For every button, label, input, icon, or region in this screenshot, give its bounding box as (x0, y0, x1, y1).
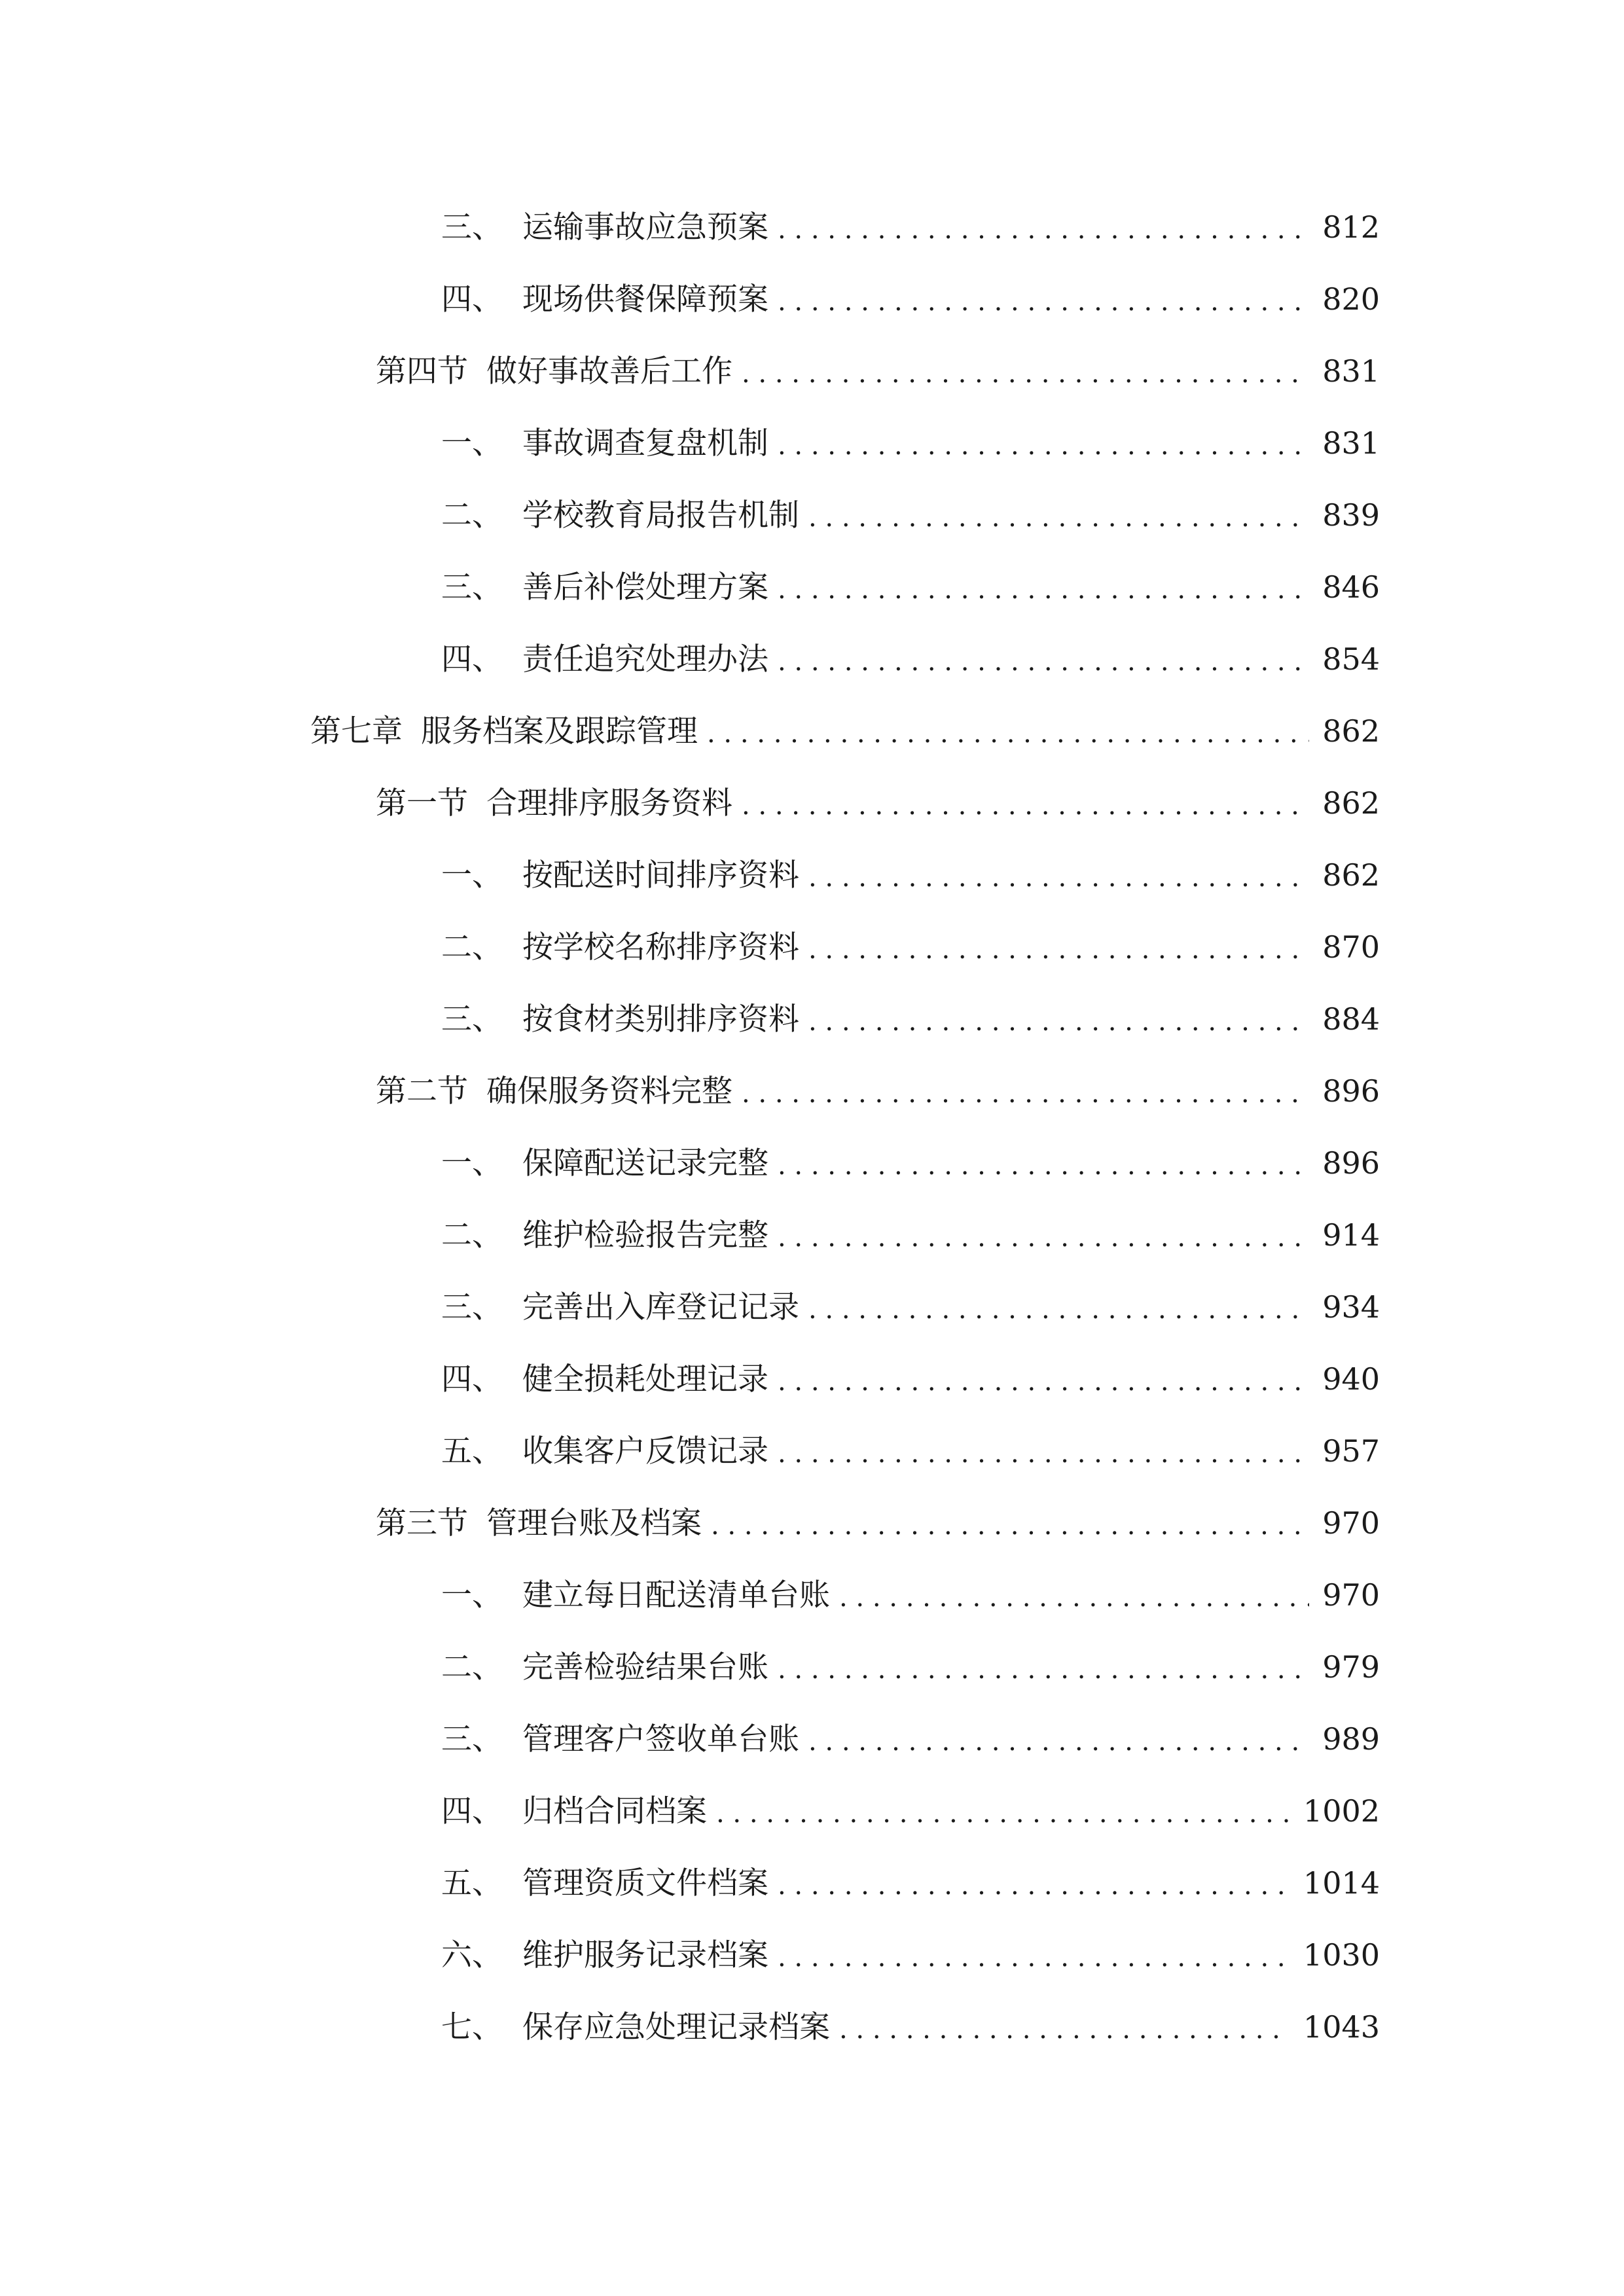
toc-entry-number: 四、 (441, 1361, 503, 1397)
toc-entry-title: 确保服务资料完整 (486, 1073, 732, 1109)
toc-entry-page: 989 (1322, 1721, 1380, 1757)
toc-entry[interactable] (0, 407, 1624, 479)
toc-entry[interactable] (0, 1199, 1624, 1271)
toc-entry[interactable] (0, 1343, 1624, 1415)
toc-dot-leader (778, 1153, 1309, 1179)
toc-dot-leader (808, 1729, 1309, 1755)
table-of-contents (0, 191, 1624, 2063)
toc-entry-page: 862 (1322, 857, 1380, 893)
toc-entry-title: 现场供餐保障预案 (522, 281, 768, 317)
toc-dot-leader (778, 1945, 1290, 1971)
toc-entry-page: 896 (1322, 1073, 1380, 1109)
toc-entry-page: 862 (1322, 785, 1380, 821)
toc-entry-page: 970 (1322, 1577, 1380, 1613)
toc-dot-leader (707, 721, 1309, 747)
toc-entry-title: 保障配送记录完整 (522, 1145, 768, 1181)
toc-entry-page: 914 (1322, 1217, 1380, 1253)
toc-entry[interactable] (0, 1919, 1624, 1991)
toc-entry-title: 按食材类别排序资料 (522, 1001, 799, 1037)
toc-dot-leader (808, 1009, 1309, 1035)
toc-entry-number: 六、 (441, 1937, 503, 1973)
toc-dot-leader (742, 361, 1309, 387)
toc-entry[interactable] (0, 191, 1624, 263)
toc-entry[interactable] (0, 767, 1624, 839)
toc-entry-number: 三、 (441, 1289, 503, 1325)
toc-entry[interactable] (0, 335, 1624, 407)
toc-entry-number: 二、 (441, 1217, 503, 1253)
toc-entry-page: 846 (1322, 569, 1380, 605)
toc-entry[interactable] (0, 1775, 1624, 1847)
toc-dot-leader (778, 649, 1309, 675)
toc-entry[interactable] (0, 1559, 1624, 1631)
toc-entry[interactable] (0, 1271, 1624, 1343)
toc-dot-leader (778, 1369, 1309, 1395)
toc-entry-title: 运输事故应急预案 (522, 209, 768, 245)
toc-dot-leader (839, 1585, 1309, 1611)
toc-entry-number: 四、 (441, 281, 503, 317)
toc-entry[interactable] (0, 1415, 1624, 1487)
toc-entry-page: 940 (1322, 1361, 1380, 1397)
toc-entry-page: 862 (1322, 713, 1380, 749)
toc-entry[interactable] (0, 1487, 1624, 1559)
toc-entry-page: 1014 (1303, 1865, 1380, 1901)
toc-entry[interactable] (0, 1127, 1624, 1199)
toc-entry-number: 一、 (441, 1145, 503, 1181)
toc-entry[interactable] (0, 479, 1624, 551)
toc-dot-leader (716, 1801, 1290, 1827)
toc-entry-page: 870 (1322, 929, 1380, 965)
toc-entry-title: 保存应急处理记录档案 (522, 2009, 830, 2045)
toc-dot-leader (808, 1297, 1309, 1323)
toc-entry-number: 三、 (441, 1721, 503, 1757)
toc-entry-number: 第四节 (376, 353, 468, 389)
toc-dot-leader (778, 1873, 1290, 1899)
toc-dot-leader (839, 2017, 1290, 2043)
toc-entry-page: 957 (1322, 1433, 1380, 1469)
toc-entry-number: 三、 (441, 1001, 503, 1037)
toc-dot-leader (778, 289, 1309, 315)
toc-entry-page: 896 (1322, 1145, 1380, 1181)
toc-entry-title: 完善检验结果台账 (522, 1649, 768, 1685)
toc-dot-leader (778, 1225, 1309, 1251)
toc-entry-number: 一、 (441, 1577, 503, 1613)
toc-entry-number: 三、 (441, 209, 503, 245)
toc-entry-page: 831 (1322, 353, 1380, 389)
toc-entry-number: 第二节 (376, 1073, 468, 1109)
toc-dot-leader (778, 217, 1309, 243)
toc-entry[interactable] (0, 695, 1624, 767)
toc-entry-title: 学校教育局报告机制 (522, 497, 799, 533)
toc-entry-number: 一、 (441, 857, 503, 893)
toc-entry[interactable] (0, 623, 1624, 695)
toc-entry-number: 四、 (441, 641, 503, 677)
toc-entry-number: 第一节 (376, 785, 468, 821)
toc-dot-leader (778, 1657, 1309, 1683)
toc-entry[interactable] (0, 1631, 1624, 1703)
toc-entry-title: 服务档案及跟踪管理 (421, 713, 698, 749)
toc-dot-leader (778, 433, 1309, 459)
toc-entry-page: 812 (1322, 209, 1380, 245)
toc-entry-number: 二、 (441, 929, 503, 965)
toc-entry-title: 做好事故善后工作 (486, 353, 732, 389)
toc-entry-page: 854 (1322, 641, 1380, 677)
toc-entry-number: 第七章 (310, 713, 403, 749)
toc-entry[interactable] (0, 551, 1624, 623)
toc-dot-leader (808, 937, 1309, 963)
toc-entry-page: 934 (1322, 1289, 1380, 1325)
toc-entry[interactable] (0, 263, 1624, 335)
toc-entry-title: 按学校名称排序资料 (522, 929, 799, 965)
toc-entry-title: 完善出入库登记记录 (522, 1289, 799, 1325)
toc-entry[interactable] (0, 1847, 1624, 1919)
toc-entry[interactable] (0, 1991, 1624, 2063)
toc-entry[interactable] (0, 1703, 1624, 1775)
toc-dot-leader (778, 577, 1309, 603)
toc-dot-leader (742, 793, 1309, 819)
toc-entry[interactable] (0, 839, 1624, 911)
toc-entry-title: 事故调查复盘机制 (522, 425, 768, 461)
toc-entry-title: 归档合同档案 (522, 1793, 707, 1829)
toc-entry-title: 建立每日配送清单台账 (522, 1577, 830, 1613)
toc-entry-number: 五、 (441, 1433, 503, 1469)
toc-entry[interactable] (0, 911, 1624, 983)
toc-dot-leader (808, 505, 1309, 531)
toc-entry-number: 四、 (441, 1793, 503, 1829)
toc-entry-page: 979 (1322, 1649, 1380, 1685)
toc-entry-title: 健全损耗处理记录 (522, 1361, 768, 1397)
toc-entry-number: 二、 (441, 1649, 503, 1685)
toc-entry-page: 1030 (1303, 1937, 1380, 1973)
toc-entry-number: 第三节 (376, 1505, 468, 1541)
toc-entry-number: 七、 (441, 2009, 503, 2045)
toc-entry-number: 一、 (441, 425, 503, 461)
toc-dot-leader (711, 1513, 1309, 1539)
toc-entry-title: 维护检验报告完整 (522, 1217, 768, 1253)
toc-entry-page: 831 (1322, 425, 1380, 461)
toc-entry-title: 收集客户反馈记录 (522, 1433, 768, 1469)
toc-entry-page: 839 (1322, 497, 1380, 533)
toc-entry-page: 1043 (1303, 2009, 1380, 2045)
toc-entry-title: 管理台账及档案 (486, 1505, 702, 1541)
toc-entry-number: 二、 (441, 497, 503, 533)
toc-entry-title: 善后补偿处理方案 (522, 569, 768, 605)
toc-entry[interactable] (0, 983, 1624, 1055)
toc-dot-leader (742, 1081, 1309, 1107)
toc-entry-title: 合理排序服务资料 (486, 785, 732, 821)
toc-entry-title: 管理资质文件档案 (522, 1865, 768, 1901)
toc-entry-title: 维护服务记录档案 (522, 1937, 768, 1973)
toc-entry-page: 970 (1322, 1505, 1380, 1541)
toc-entry-number: 三、 (441, 569, 503, 605)
toc-entry-title: 管理客户签收单台账 (522, 1721, 799, 1757)
toc-dot-leader (808, 865, 1309, 891)
toc-entry-page: 820 (1322, 281, 1380, 317)
toc-entry-number: 五、 (441, 1865, 503, 1901)
toc-entry-page: 1002 (1303, 1793, 1380, 1829)
toc-dot-leader (778, 1441, 1309, 1467)
toc-entry-title: 责任追究处理办法 (522, 641, 768, 677)
toc-entry-title: 按配送时间排序资料 (522, 857, 799, 893)
toc-entry[interactable] (0, 1055, 1624, 1127)
toc-entry-page: 884 (1322, 1001, 1380, 1037)
